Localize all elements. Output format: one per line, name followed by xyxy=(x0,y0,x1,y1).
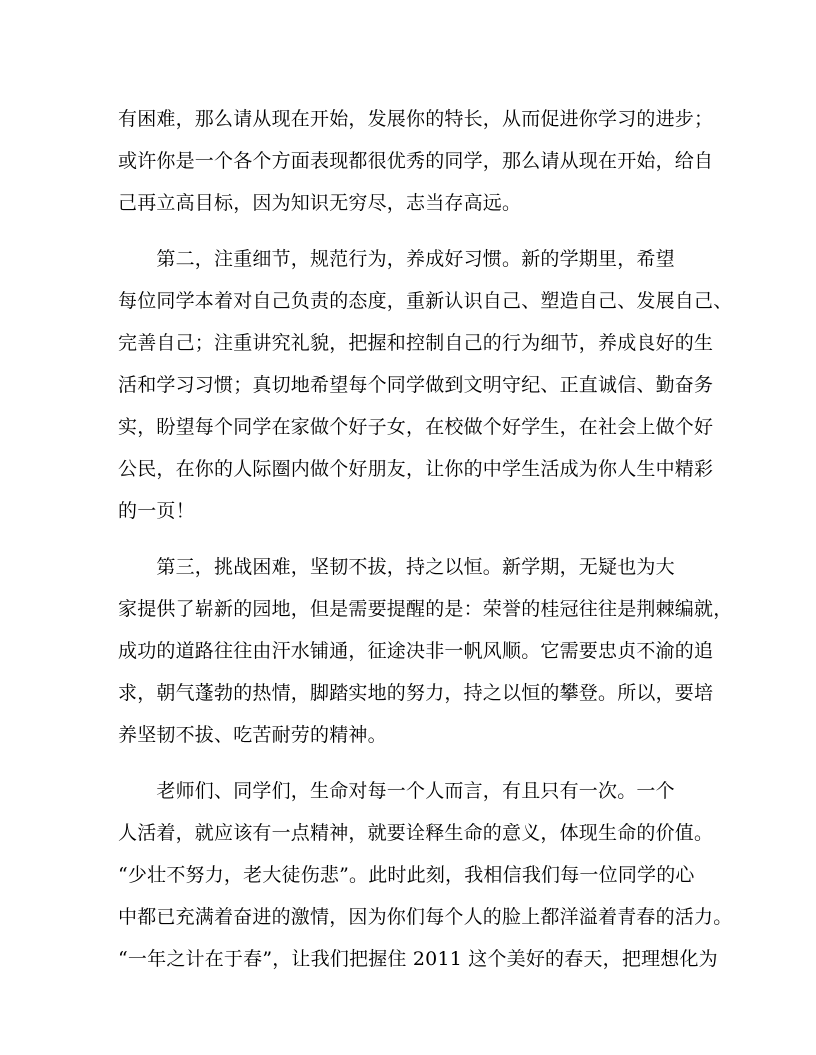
paragraph-4 xyxy=(118,770,733,980)
text-line: 中都已充满着奋进的激情，因为你们每个人的脸上都洋溢着青春的活力。 xyxy=(118,906,733,928)
text-line: 养坚韧不拔、吃苦耐劳的精神。 xyxy=(118,724,387,746)
text-line: 家提供了崭新的园地，但是需要提醒的是：荣誉的桂冠往往是荆棘编就， xyxy=(118,598,733,620)
paragraph-gap xyxy=(118,224,700,238)
text-line: 完善自己；注重讲究礼貌，把握和控制自己的行为细节，养成良好的生 xyxy=(118,332,714,354)
text-line: 的一页！ xyxy=(118,500,195,522)
text-line: 活和学习习惯；真切地希望每个同学做到文明守纪、正直诚信、勤奋务 xyxy=(118,374,714,396)
text-line: “少壮不努力，老大徒伤悲”。此时此刻，我相信我们每一位同学的心 xyxy=(118,864,695,886)
text-line: 有困难，那么请从现在开始，发展你的特长，从而促进你学习的进步； xyxy=(118,108,714,130)
text-line: 第二，注重细节，规范行为，养成好习惯。新的学期里，希望 xyxy=(118,248,675,270)
text-line: 成功的道路往往由汗水铺通，征途决非一帆风顺。它需要忠贞不渝的追 xyxy=(118,640,714,662)
paragraph-2 xyxy=(118,238,733,532)
paragraph-gap xyxy=(118,756,700,770)
text-line: 人活着，就应该有一点精神，就要诠释生命的意义，体现生命的价值。 xyxy=(118,822,714,844)
text-line: 求，朝气蓬勃的热情，脚踏实地的努力，持之以恒的攀登。所以，要培 xyxy=(118,682,714,704)
document-page xyxy=(118,98,733,980)
paragraph-gap xyxy=(118,532,700,546)
text-line: 第三，挑战困难，坚韧不拔，持之以恒。新学期，无疑也为大 xyxy=(118,556,675,578)
text-line: “一年之计在于春”，让我们把握住 2011 这个美好的春天，把理想化为 xyxy=(118,948,718,970)
text-line: 实，盼望每个同学在家做个好子女，在校做个好学生，在社会上做个好 xyxy=(118,416,714,438)
text-line: 老师们、同学们，生命对每一个人而言，有且只有一次。一个 xyxy=(118,780,675,802)
text-line: 公民，在你的人际圈内做个好朋友，让你的中学生活成为你人生中精彩 xyxy=(118,458,714,480)
text-line: 或许你是一个各个方面表现都很优秀的同学，那么请从现在开始，给自 xyxy=(118,150,714,172)
paragraph-1 xyxy=(118,98,714,224)
text-line: 己再立高目标，因为知识无穷尽，志当存高远。 xyxy=(118,192,522,214)
text-line: 每位同学本着对自己负责的态度，重新认识自己、塑造自己、发展自己、 xyxy=(118,290,733,312)
paragraph-3 xyxy=(118,546,733,756)
